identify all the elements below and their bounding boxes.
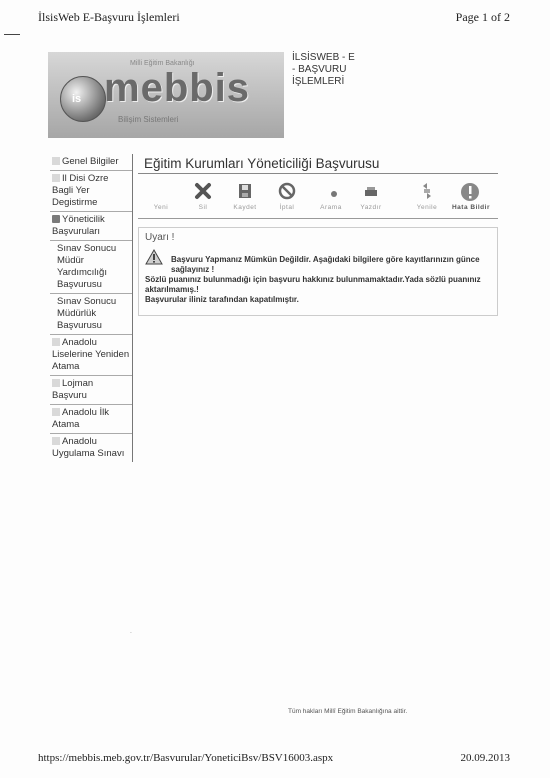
sidebar-item-genel-bilgiler[interactable] (50, 154, 132, 171)
sidebar-item-mudur-yardimciligi[interactable] (50, 241, 132, 294)
refresh-button-label: Yenile (416, 204, 438, 211)
sidebar-item-anadolu-yeniden-atama[interactable] (50, 335, 132, 376)
new-button-label: Yeni (153, 204, 169, 211)
alert-box (138, 227, 498, 316)
new-button[interactable] (142, 180, 180, 214)
sidebar-item-label: Genel Bilgiler (62, 156, 119, 167)
cancel-button[interactable] (268, 180, 306, 214)
search-icon (322, 182, 340, 200)
cancel-icon (278, 182, 296, 200)
logo-caption: Bilişim Sistemleri (118, 115, 179, 124)
alert-message-3: Başvurular iliniz tarafından kapatılmıştır. (145, 295, 299, 304)
sidebar-item-label: Anadolu Uygulama Sınavı (52, 436, 125, 459)
menu-bullet-icon (52, 437, 60, 445)
sidebar-item-label: Anadolu Liselerine Yeniden Atama (52, 337, 130, 372)
sidebar-menu (50, 154, 133, 462)
app-title-line-2: - BAŞVURU (292, 64, 347, 75)
new-icon (152, 182, 170, 200)
save-button[interactable] (226, 180, 264, 214)
search-button[interactable] (312, 180, 350, 214)
menu-bullet-icon (52, 338, 60, 346)
toolbar (138, 180, 498, 214)
menu-bullet-icon (52, 157, 60, 165)
alert-body (145, 249, 491, 305)
print-button[interactable] (352, 180, 390, 214)
sidebar-item-yoneticilik[interactable] (50, 212, 132, 241)
sidebar-item-mudurluk[interactable] (50, 294, 132, 335)
page-title: Eğitim Kurumları Yöneticiliği Başvurusu (138, 154, 498, 174)
alert-message-1: Başvuru Yapmanız Mümkün Değildir. Aşağıdaki bilgilere göre kayıtlarınızın günce sağlayınız ! (171, 255, 480, 274)
app-title-line-3: İŞLEMLERİ (292, 76, 345, 87)
menu-bullet-icon (52, 379, 60, 387)
app-title (292, 52, 372, 88)
delete-icon (194, 182, 212, 200)
scan-speck: · (130, 630, 132, 637)
print-icon (362, 182, 380, 200)
logo-top-caption: Milli Eğitim Bakanlığı (130, 60, 195, 67)
print-button-label: Yazdır (360, 204, 382, 211)
corner-mark (4, 34, 20, 35)
error-report-button-label: Hata Bildir (451, 204, 490, 211)
error-report-button[interactable] (448, 180, 494, 214)
sidebar-item-label: Lojman Başvuru (52, 378, 94, 401)
print-footer-date: 20.09.2013 (460, 752, 510, 764)
sidebar-item-label: Yöneticilik Başvuruları (52, 214, 105, 237)
menu-bullet-icon (52, 174, 60, 182)
sidebar-item-label: Il Disi Ozre Bagli Yer Degistirme (52, 173, 109, 208)
alert-message-2: Sözlü puanınız bulunmadığı için başvuru hakkınız bulunmamaktadır.Yada sözlü puanınız aktarılmamış.! (145, 275, 481, 294)
toolbar-divider (138, 218, 498, 219)
sidebar-item-label: Anadolu İlk Atama (52, 407, 110, 430)
app-title-line-1: İLSİSWEB - E (292, 52, 355, 63)
cancel-button-label: İptal (279, 204, 295, 211)
sidebar-item-anadolu-ilk-atama[interactable] (50, 405, 132, 434)
sidebar-item-label: Sınav Sonucu Müdür Yardımcılığı Başvurusu (57, 243, 117, 290)
mebbis-logo[interactable] (48, 52, 284, 138)
delete-button[interactable] (184, 180, 222, 214)
main-content (138, 154, 498, 316)
save-icon (236, 182, 254, 200)
alert-title: Uyarı ! (145, 232, 175, 243)
logo-globe-icon (60, 76, 106, 122)
refresh-icon (418, 182, 436, 200)
save-button-label: Kaydet (233, 204, 257, 211)
sidebar-item-anadolu-uygulama[interactable] (50, 434, 132, 462)
logo-circle-text: is (72, 93, 82, 105)
refresh-button[interactable] (408, 180, 446, 214)
search-button-label: Arama (320, 204, 342, 211)
print-footer-url: https://mebbis.meb.gov.tr/Basvurular/YoneticiBsv/BSV16003.aspx (38, 752, 334, 764)
error-report-icon (460, 182, 478, 200)
sidebar-item-il-disi-ozre[interactable] (50, 171, 132, 212)
expanded-bullet-icon (52, 215, 60, 223)
menu-bullet-icon (52, 408, 60, 416)
print-page-number: Page 1 of 2 (455, 10, 510, 24)
sidebar-item-lojman[interactable] (50, 376, 132, 405)
copyright-text: Tüm hakları Millî Eğitim Bakanlığına aittir. (288, 708, 408, 715)
logo-word: mebbis (104, 66, 251, 110)
sidebar-item-label: Sınav Sonucu Müdürlük Başvurusu (57, 296, 117, 331)
warning-icon (145, 249, 163, 265)
print-header-title: İlsisWeb E-Başvuru İşlemleri (38, 10, 180, 24)
delete-button-label: Sil (198, 204, 208, 211)
